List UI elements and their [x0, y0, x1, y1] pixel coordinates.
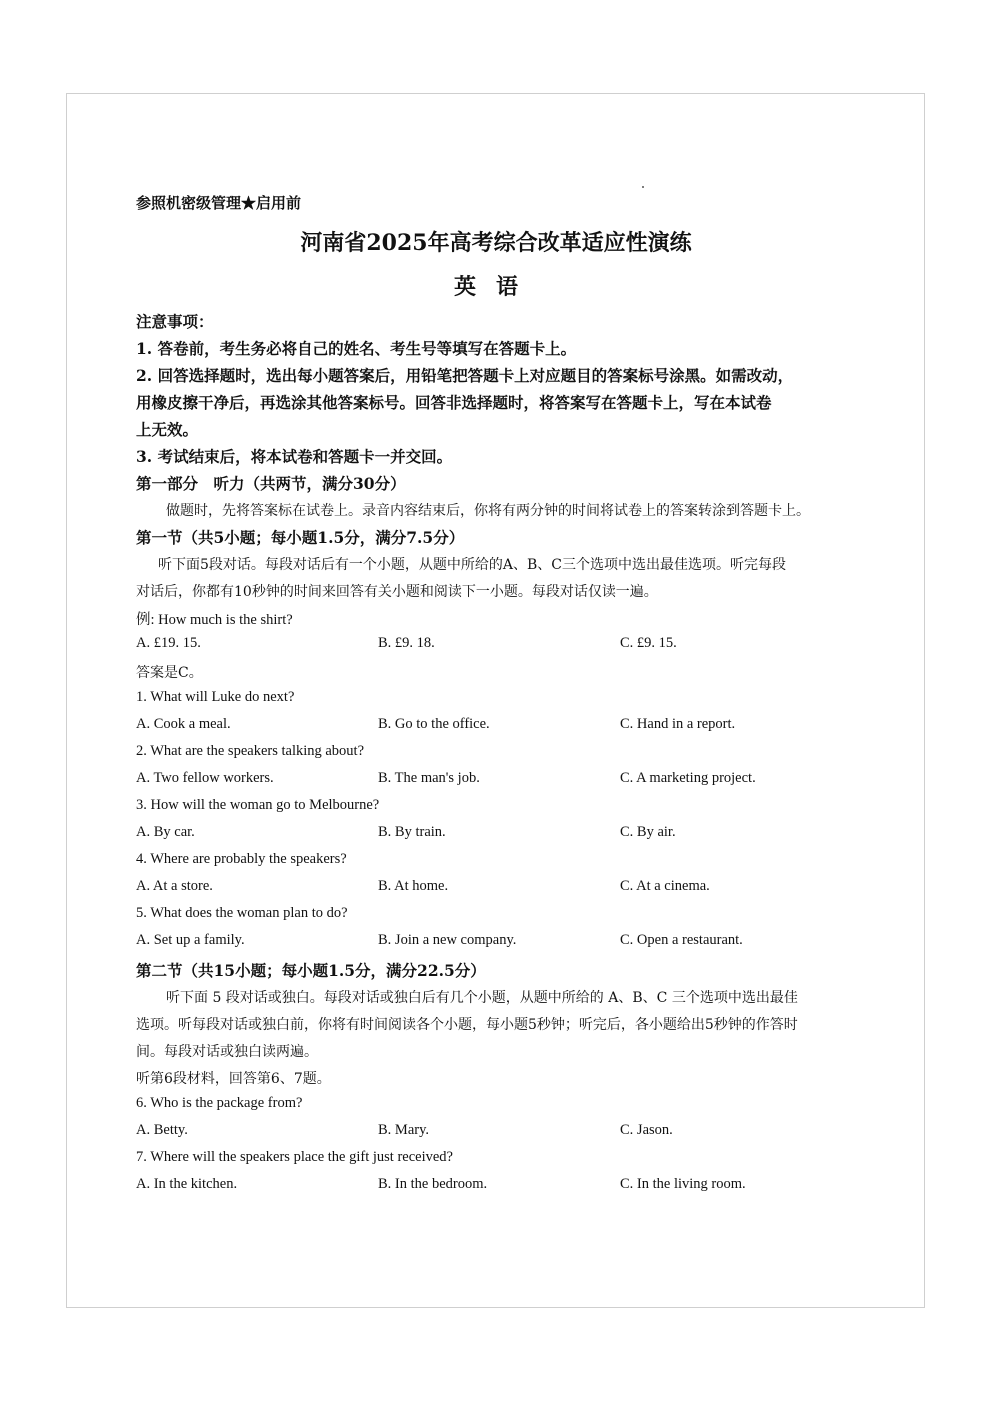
option-a: A. In the kitchen. — [136, 1176, 238, 1192]
section2-heading: 第二节（共15小题；每小题1.5分，满分22.5分） — [136, 961, 486, 980]
exam-title: 河南省2025年高考综合改革适应性演练 — [300, 230, 692, 256]
note-item-2-line-1: 2. 回答选择题时，选出每小题答案后，用铅笔把答题卡上对应题目的答案标号涂黑。如需改动， — [136, 366, 794, 385]
option-b: B. At home. — [378, 878, 449, 894]
section2-instruction-line-3: 间。每段对话或独白读两遍。 — [136, 1044, 318, 1060]
option-c: C. A marketing project. — [620, 770, 756, 786]
section1-instruction-line-2: 对话后，你都有10秒钟的时间来回答有关小题和阅读下一小题。每段对话仅读一遍。 — [136, 584, 658, 600]
option-a: A. At a store. — [136, 878, 213, 894]
scan-speck — [642, 186, 644, 188]
section2-instruction-line-1: 听下面 5 段对话或独白。每段对话或独白后有几个小题，从题中所给的 A、B、C 三个选项中选出最佳 — [166, 990, 798, 1006]
option-a: A. £19. 15. — [136, 635, 201, 651]
option-c: C. Open a restaurant. — [620, 932, 743, 948]
option-b: B. In the bedroom. — [378, 1176, 488, 1192]
subject-title: 英语 — [453, 274, 538, 300]
secret-label: 参照机密级管理★启用前 — [136, 194, 302, 212]
option-b: B. Go to the office. — [378, 716, 490, 732]
example-answer: 答案是C。 — [136, 665, 203, 681]
section2-instruction-line-2: 选项。听每段对话或独白前，你将有时间阅读各个小题，每小题5秒钟；听完后，各小题给出5秒钟的作答时 — [136, 1017, 798, 1033]
option-c: C. By air. — [620, 824, 676, 840]
option-a: A. Two fellow workers. — [136, 770, 274, 786]
question-1: 1. What will Luke do next? — [136, 689, 295, 705]
note-item-3: 3. 考试结束后，将本试卷和答题卡一并交回。 — [136, 447, 453, 466]
question-7: 7. Where will the speakers place the gift just received? — [136, 1149, 453, 1165]
example-question: 例: How much is the shirt? — [136, 612, 293, 628]
question-6: 6. Who is the package from? — [136, 1095, 303, 1111]
option-c: C. Jason. — [620, 1122, 673, 1138]
option-c: C. At a cinema. — [620, 878, 710, 894]
section1-instruction-line-1: 听下面5段对话。每段对话后有一个小题，从题中所给的A、B、C三个选项中选出最佳选项。听完每段 — [158, 557, 787, 573]
part1-instruction: 做题时，先将答案标在试卷上。录音内容结束后，你将有两分钟的时间将试卷上的答案转涂到答题卡上。 — [166, 503, 810, 519]
part1-heading: 第一部分 听力（共两节，满分30分） — [136, 474, 406, 493]
question-2: 2. What are the speakers talking about? — [136, 743, 365, 759]
notes-heading: 注意事项： — [136, 312, 214, 331]
option-c: C. In the living room. — [620, 1176, 746, 1192]
option-b: B. The man's job. — [378, 770, 480, 786]
option-a: A. Set up a family. — [136, 932, 245, 948]
note-item-1: 1. 答卷前，考生务必将自己的姓名、考生号等填写在答题卡上。 — [136, 339, 577, 358]
option-a: A. By car. — [136, 824, 195, 840]
option-b: B. Mary. — [378, 1122, 430, 1138]
option-c: C. Hand in a report. — [620, 716, 736, 732]
note-item-2-line-3: 上无效。 — [136, 420, 199, 439]
question-4: 4. Where are probably the speakers? — [136, 851, 347, 867]
option-c: C. £9. 15. — [620, 635, 677, 651]
question-3: 3. How will the woman go to Melbourne? — [136, 797, 380, 813]
option-b: B. By train. — [378, 824, 446, 840]
option-a: A. Betty. — [136, 1122, 188, 1138]
option-a: A. Cook a meal. — [136, 716, 231, 732]
material-note: 听第6段材料，回答第6、7题。 — [136, 1071, 331, 1087]
option-b: B. £9. 18. — [378, 635, 435, 651]
section1-heading: 第一节（共5小题；每小题1.5分，满分7.5分） — [136, 528, 465, 547]
option-b: B. Join a new company. — [378, 932, 517, 948]
note-item-2-line-2: 用橡皮擦干净后，再选涂其他答案标号。回答非选择题时，将答案写在答题卡上，写在本试卷 — [136, 393, 772, 412]
question-5: 5. What does the woman plan to do? — [136, 905, 348, 921]
